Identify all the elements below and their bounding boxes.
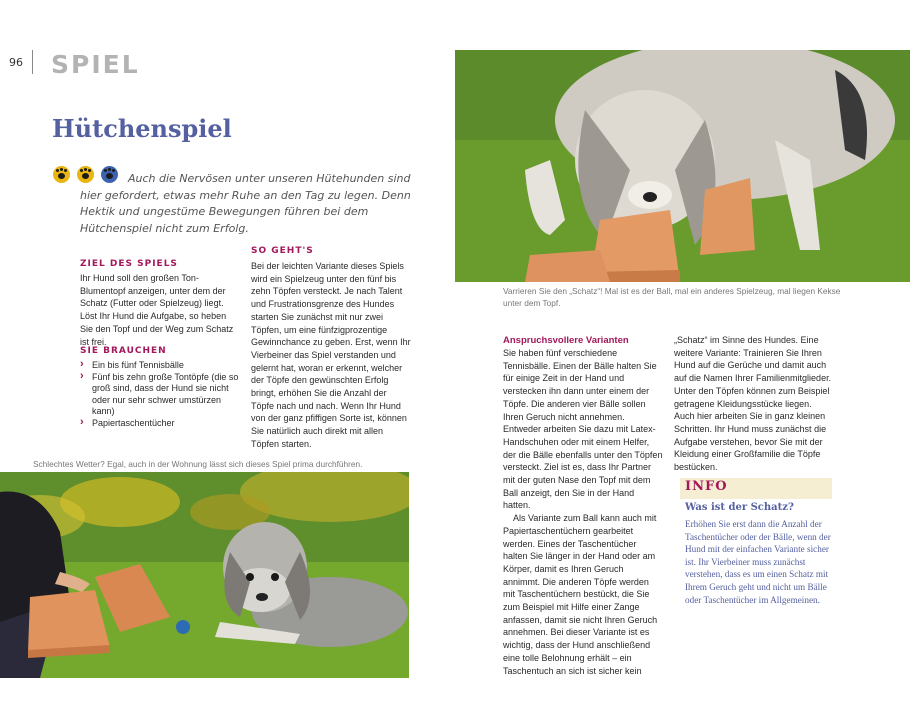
info-label: INFO	[685, 479, 728, 494]
goal-text: Ihr Hund soll den großen Ton-Blumentopf anzeigen, unter dem der Schatz (Futter oder Spielzeug) liegt. Löst Ihr Hund die Aufgabe, so heben Sie den Topf und der Weg zum Schatz ist frei.	[80, 273, 234, 347]
variants-column-left	[503, 347, 663, 677]
materials-heading: SIE BRAUCHEN	[80, 346, 167, 356]
list-item: › Ein bis fünf Tennisbälle	[80, 360, 245, 372]
variants-paragraph: Als Variante zum Ball kann auch mit Papiertaschentüchern gearbeitet werden. Eines der Taschentücher halten Sie länger in der Hand oder am Körper, damit es Ihren Geruch annimmt. Die anderen Töpfe werden mit Taschentüchern bestückt, die Sie zum Beispiel mit Hilfe einer Zange anfassen, damit sie nicht Ihren Geruch annehmen. Bei dieser Variante ist es wichtig, dass der Hund anschließend eine tolle Belohnung erhält – ein Taschentuch an sich ist sicher kein	[503, 513, 658, 676]
photo-dog-sniffing-pots	[455, 50, 910, 282]
photo-illustration	[455, 50, 910, 282]
goal-heading: ZIEL DES SPIELS	[80, 259, 178, 269]
photo-caption-bottom: Schlechtes Wetter? Egal, auch in der Wohnung lässt sich dieses Spiel prima durchführen.	[33, 459, 363, 469]
page-number: 96	[9, 56, 23, 69]
photo-illustration	[0, 472, 409, 678]
howto-heading: SO GEHT'S	[251, 246, 314, 256]
list-item: › Papiertaschentücher	[80, 418, 245, 430]
intro-text: Auch die Nervösen unter unseren Hütehunden sind hier gefordert, etwas mehr Ruhe an den Tag zu legen. Denn Hektik und ungestüme Bewegungen führen bei dem Hütchenspiel nicht zum Erfolg.	[80, 172, 411, 235]
photo-dog-with-pots	[0, 472, 409, 678]
page-title: Hütchenspiel	[52, 114, 232, 143]
photo-caption-top: Varrieren Sie den „Schatz“! Mal ist es der Ball, mal ein anderes Spielzeug, mal liegen Kekse unter dem Topf.	[503, 286, 841, 308]
info-title: Was ist der Schatz?	[685, 502, 794, 513]
info-text: Erhöhen Sie erst dann die Anzahl der Taschentücher oder der Bälle, wenn der Hund mit der einfachen Variante sicher ist. Ihr Vierbeiner muss zunächst verstehen, dass es um einen Schatz mit Ihrem Geruch geht und nicht um Bälle oder Taschentücher im Allgemeinen.	[685, 519, 831, 605]
howto-text: Bei der leichten Variante dieses Spiels wird ein Spielzeug unter den fünf bis zehn Töpfen versteckt. Je nach Talent und Frustrationsgrenze des Hundes starten Sie zunächst mit nur zwei Töpfen, um eine fünfzigprozentige Gewinnchance zu geben. Erst, wenn Ihr Vierbeiner das Spiel verstanden und gelernt hat, woran er erkennt, welcher der Töpfe den gewünschten Erfolg bringt, erhöhen Sie die Anzahl der Töpfe nach und nach. Wenn Ihr Hund von der ganz pfiffigen Sorte ist, können Sie natürlich auch direkt mit allen Töpfen starten.	[251, 261, 411, 449]
variants-heading: Anspruchsvollere Varianten	[503, 335, 629, 346]
materials-list	[80, 360, 245, 429]
list-item: › Fünf bis zehn große Tontöpfe (die so groß sind, dass der Hund sie nicht oder nur sehr schwer umstürzen kann)	[80, 372, 245, 418]
paw-icon	[53, 166, 70, 183]
section-title: SPIEL	[51, 50, 140, 79]
variants-paragraph: Sie haben fünf verschiedene Tennisbälle. Einen der Bälle halten Sie für einige Zeit in der Hand und verstecken ihn dann unter einem der Töpfe. Die anderen vier Bälle sollen Ihren Geruch nicht annehmen. Entweder arbeiten Sie dazu mit Latex-Handschuhen oder mit einem Helfer, der die Bälle ebenfalls unter den Töpfen versteckt. Ziel ist es, dass Ihr Partner mit der guten Nase den Topf mit dem Ball anzeigt, den Sie in der Hand hatten.	[503, 348, 663, 511]
header-divider	[32, 50, 33, 74]
variants-column-right: „Schatz“ im Sinne des Hundes. Eine weitere Variante: Trainieren Sie Ihren Hund auf die Gerüche und damit auch auf die Namen Ihrer Familienmitglieder. Unter den Töpfen können zum Beispiel getragene Kleidungsstücke liegen. Auch hier arbeiten Sie in ganz kleinen Schritten. Ihr Hund muss zunächst die Aufgabe verstehen, bevor Sie mit der Kleidung einer Großfamilie die Töpfe bestücken.	[674, 335, 832, 473]
